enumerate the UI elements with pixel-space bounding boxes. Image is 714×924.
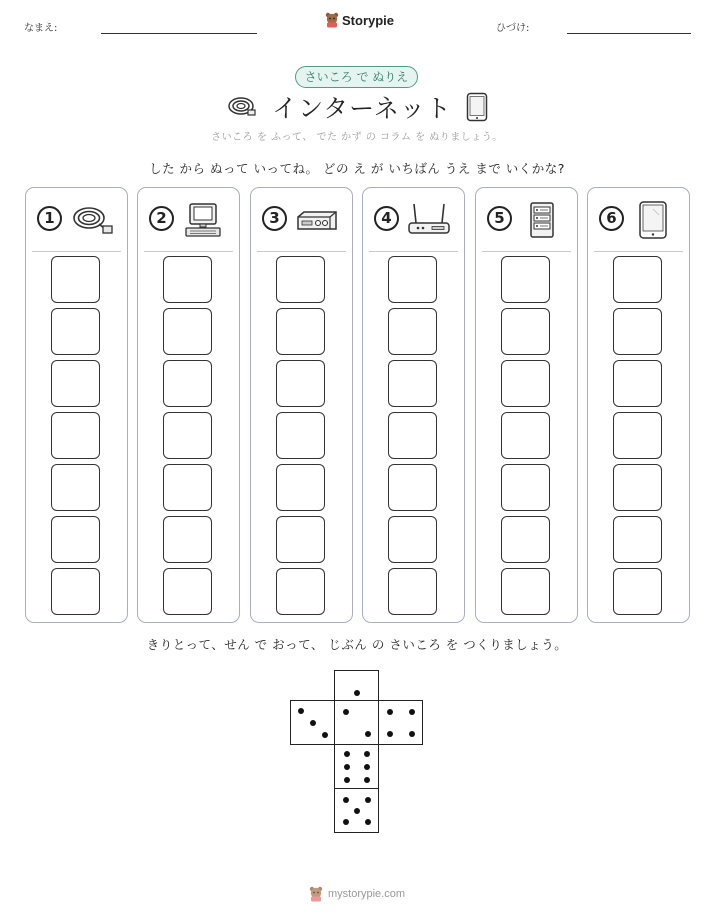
pip (344, 777, 350, 783)
column-header (251, 188, 352, 250)
color-cell[interactable] (501, 308, 550, 355)
column-header (588, 188, 689, 250)
color-cell[interactable] (163, 308, 212, 355)
pip (343, 797, 349, 803)
column-3 (250, 187, 353, 623)
color-cell[interactable] (613, 256, 662, 303)
router-icon (406, 201, 452, 239)
color-cell[interactable] (613, 412, 662, 459)
color-cell[interactable] (501, 464, 550, 511)
pip (343, 709, 349, 715)
color-cell[interactable] (163, 256, 212, 303)
name-label: なまえ: (24, 23, 58, 34)
column-6 (587, 187, 690, 623)
pip (298, 708, 304, 714)
color-cell[interactable] (613, 308, 662, 355)
date-label: ひづけ: (496, 23, 530, 34)
logo-text: Storypie (342, 12, 395, 28)
column-number: 6 (599, 206, 624, 231)
color-cell[interactable] (276, 308, 325, 355)
column-divider (594, 251, 683, 252)
pip (387, 709, 393, 715)
color-cell[interactable] (163, 568, 212, 615)
color-cell[interactable] (276, 568, 325, 615)
bear-mascot-icon (309, 886, 323, 902)
footer (0, 886, 714, 902)
server-icon (519, 201, 565, 239)
color-cell[interactable] (51, 308, 100, 355)
footer-url[interactable]: mystorypie.com (327, 888, 406, 900)
color-cell[interactable] (163, 516, 212, 563)
computer-icon (181, 201, 227, 239)
color-cell[interactable] (388, 568, 437, 615)
column-divider (482, 251, 571, 252)
color-cell[interactable] (388, 516, 437, 563)
pip (354, 808, 360, 814)
pip (354, 690, 360, 696)
color-cell[interactable] (613, 360, 662, 407)
column-number: 4 (374, 206, 399, 231)
column-header (26, 188, 127, 250)
column-divider (257, 251, 346, 252)
pip (409, 709, 415, 715)
column-number: 1 (37, 206, 62, 231)
modem-icon (294, 201, 340, 239)
color-cell[interactable] (613, 516, 662, 563)
column-header (476, 188, 577, 250)
column-number: 2 (149, 206, 174, 231)
pip (364, 751, 370, 757)
color-cell[interactable] (276, 412, 325, 459)
color-cell[interactable] (501, 516, 550, 563)
activity-badge: さいころ で ぬりえ (295, 66, 418, 88)
color-cell[interactable] (51, 464, 100, 511)
pip (322, 732, 328, 738)
color-cell[interactable] (51, 412, 100, 459)
color-cell[interactable] (388, 412, 437, 459)
pip (344, 764, 350, 770)
color-cell[interactable] (501, 256, 550, 303)
dice-face-6 (334, 744, 379, 789)
dice-face-3 (290, 700, 335, 745)
cut-instruction: きりとって、せん で おって、 じぶん の さいころ を つくりましょう。 (146, 637, 568, 652)
pip (364, 764, 370, 770)
pip (365, 731, 371, 737)
pip (310, 720, 316, 726)
pip (409, 731, 415, 737)
color-cell[interactable] (163, 360, 212, 407)
color-cell[interactable] (501, 568, 550, 615)
color-cell[interactable] (276, 256, 325, 303)
column-divider (369, 251, 458, 252)
cable-icon (69, 201, 115, 239)
dice-face-4 (378, 700, 423, 745)
color-cell[interactable] (276, 516, 325, 563)
instruction: した から ぬって いってね。 どの え が いちばん うえ まで いくかな? (149, 161, 565, 176)
color-cell[interactable] (276, 360, 325, 407)
color-cell[interactable] (51, 360, 100, 407)
pip (344, 751, 350, 757)
column-divider (32, 251, 121, 252)
column-5 (475, 187, 578, 623)
pip (364, 777, 370, 783)
color-cell[interactable] (613, 568, 662, 615)
dice-face-5 (334, 788, 379, 833)
column-2 (137, 187, 240, 623)
column-4 (362, 187, 465, 623)
color-cell[interactable] (388, 360, 437, 407)
column-header (363, 188, 464, 250)
pip (387, 731, 393, 737)
color-cell[interactable] (51, 516, 100, 563)
page-title: インターネット (272, 94, 452, 123)
column-1 (25, 187, 128, 623)
column-number: 3 (262, 206, 287, 231)
dice-face-2 (334, 700, 379, 745)
color-cell[interactable] (388, 464, 437, 511)
cable-icon (226, 94, 258, 120)
tablet-icon (466, 92, 488, 122)
color-cell[interactable] (276, 464, 325, 511)
color-cell[interactable] (501, 360, 550, 407)
pip (343, 819, 349, 825)
color-cell[interactable] (163, 464, 212, 511)
color-cell[interactable] (613, 464, 662, 511)
pip (365, 819, 371, 825)
column-divider (144, 251, 233, 252)
column-number: 5 (487, 206, 512, 231)
bear-mascot-icon (325, 12, 339, 28)
color-cell[interactable] (51, 568, 100, 615)
name-line[interactable] (101, 33, 257, 34)
tablet-icon (631, 201, 677, 239)
color-cell[interactable] (388, 256, 437, 303)
pip (365, 797, 371, 803)
title-row (0, 88, 714, 126)
color-cell[interactable] (51, 256, 100, 303)
column-header (138, 188, 239, 250)
date-line[interactable] (567, 33, 691, 34)
storypie-logo (325, 12, 394, 28)
subtitle: さいころ を ふって、 でた かず の コラム を ぬりましょう。 (211, 132, 503, 143)
color-cell[interactable] (163, 412, 212, 459)
color-cell[interactable] (388, 308, 437, 355)
color-cell[interactable] (501, 412, 550, 459)
